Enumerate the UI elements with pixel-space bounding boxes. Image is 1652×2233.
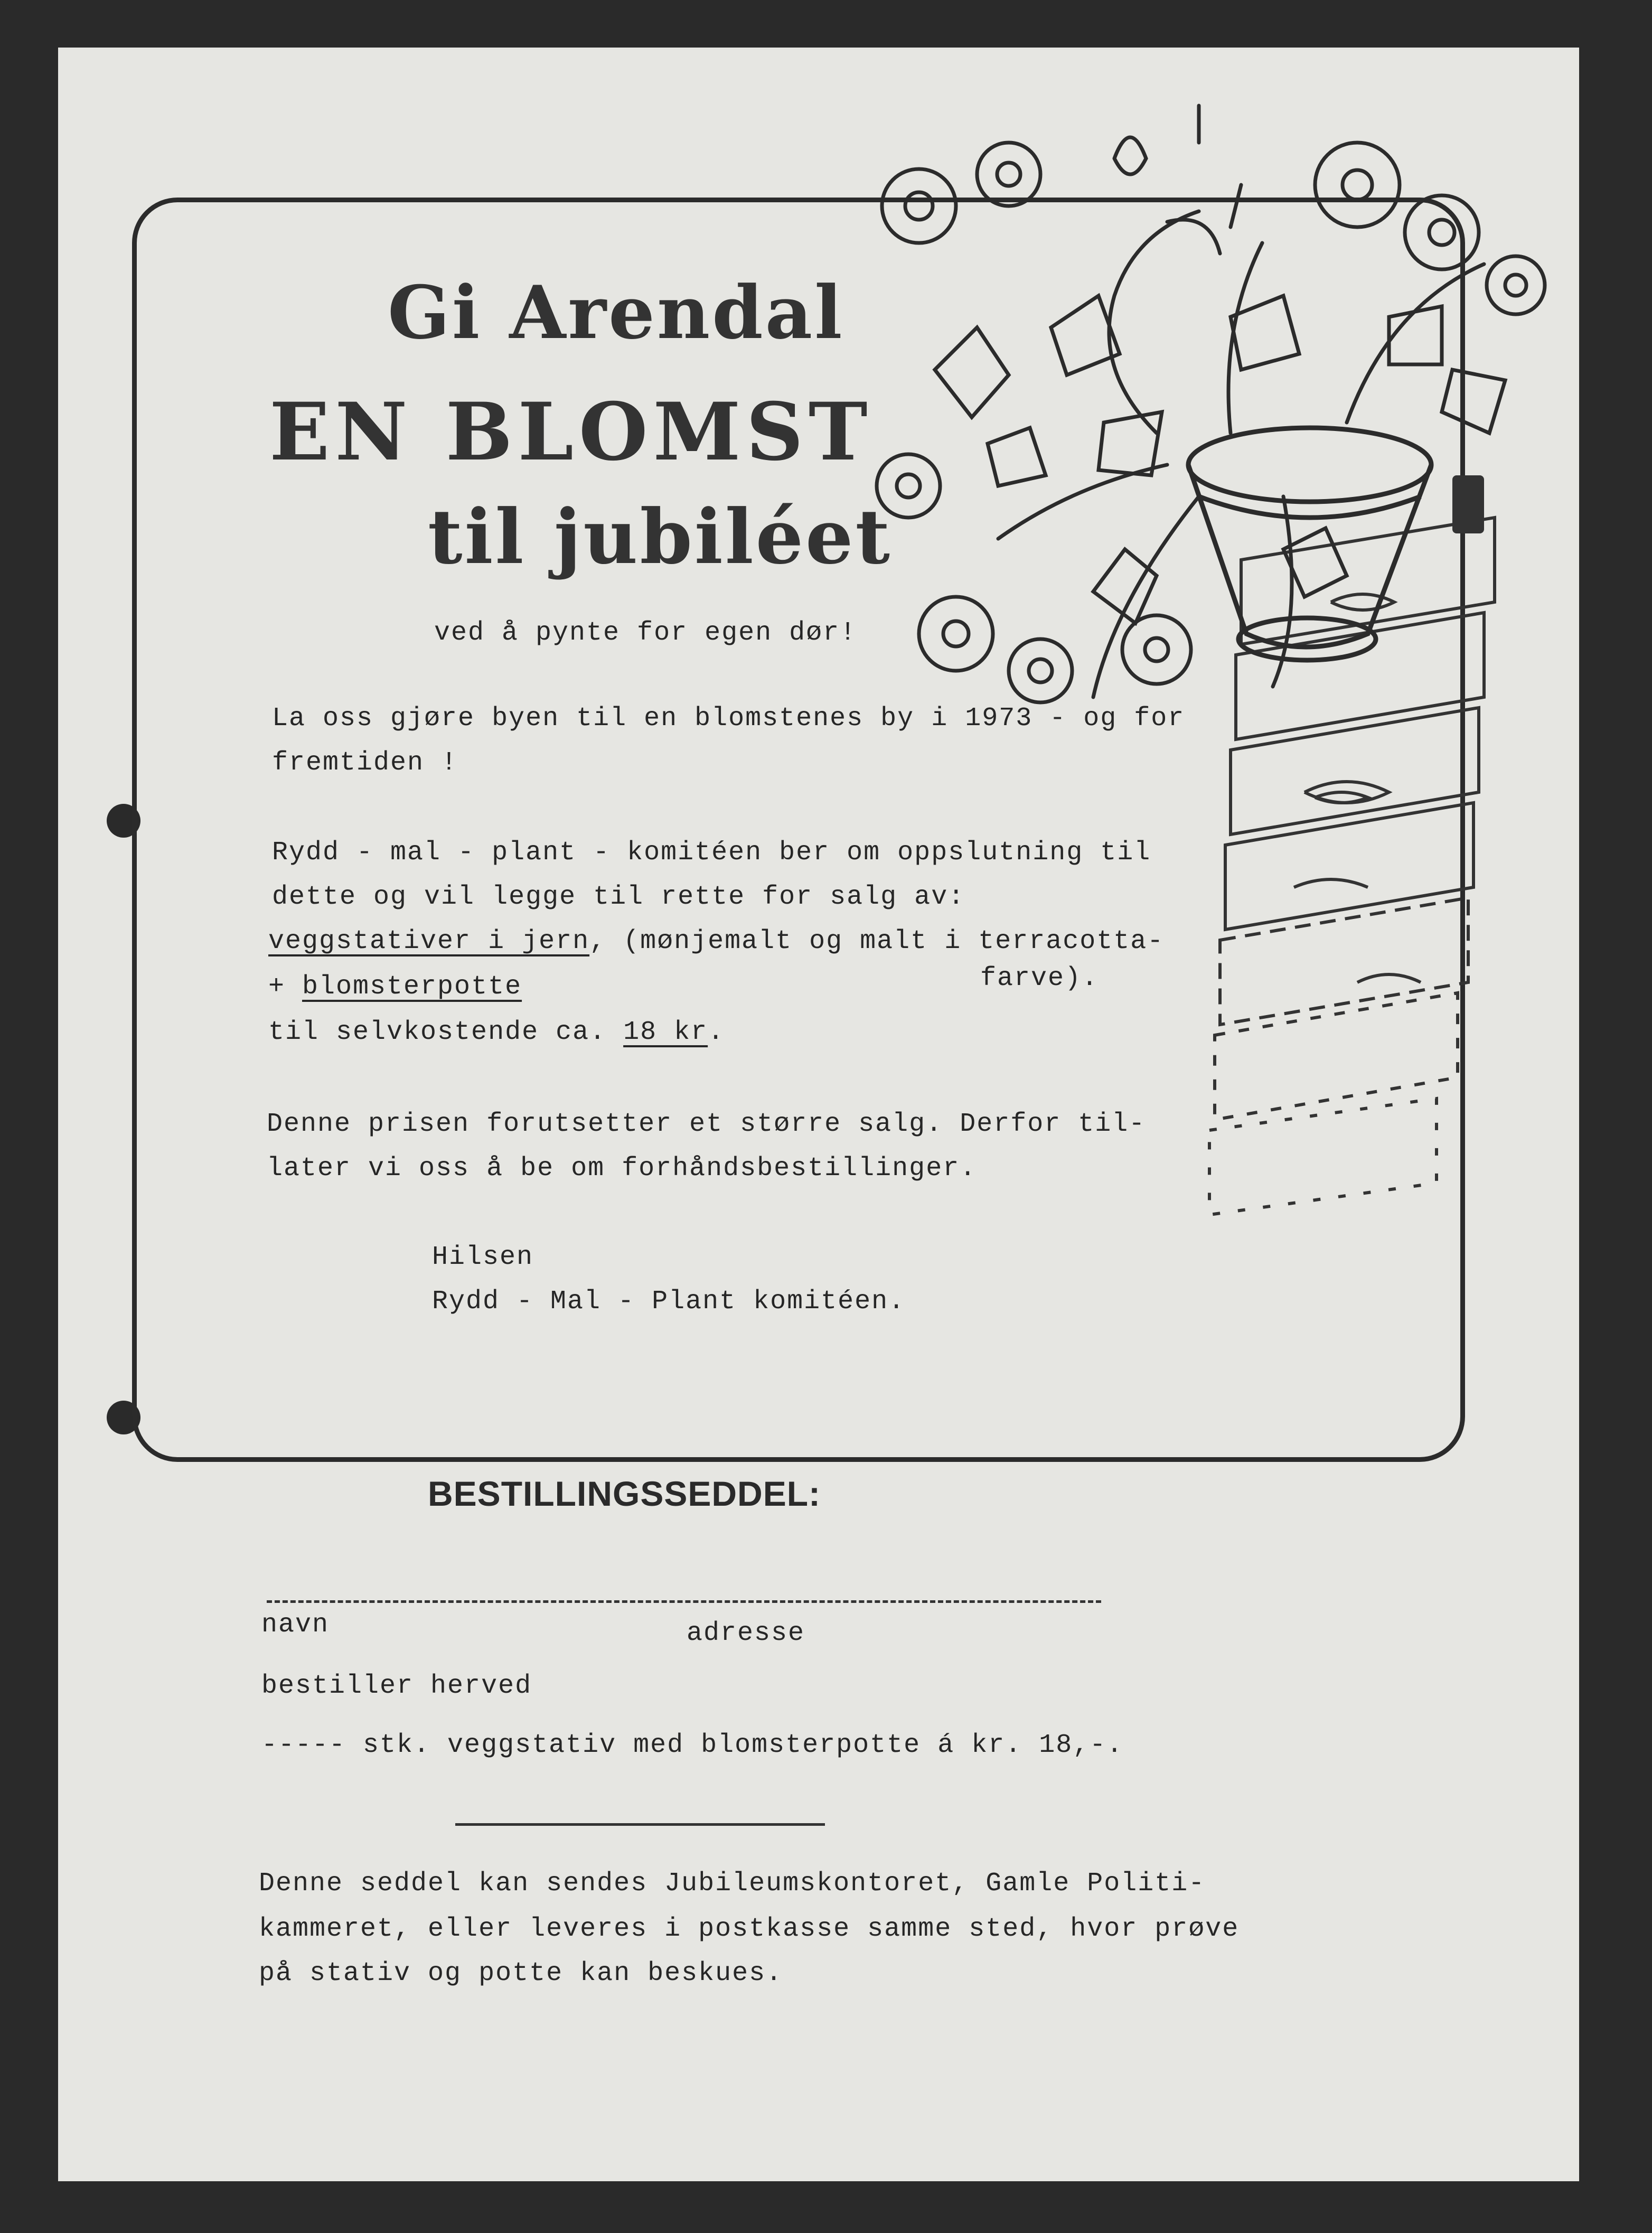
- pot-drawing: [1188, 428, 1431, 660]
- wall-bracket-drawing: [1452, 475, 1484, 533]
- paragraph2-line1: Rydd - mal - plant - komitéen ber om oppslutning til: [272, 838, 1151, 868]
- signature-line: [455, 1823, 825, 1826]
- item1-underlined: veggstativer i jern: [268, 926, 590, 956]
- item2-prefix: +: [268, 972, 303, 1002]
- footer-line2: kammeret, eller leveres i postkasse samme sted, hvor prøve: [259, 1914, 1240, 1944]
- item2-underlined: blomsterpotte: [302, 972, 522, 1002]
- price-prefix: til selvkostende ca.: [268, 1017, 624, 1047]
- signature-greeting: Hilsen: [432, 1242, 534, 1272]
- item2-rest: farve).: [980, 963, 1099, 993]
- price-value: 18 kr: [623, 1017, 708, 1047]
- address-label: adresse: [687, 1618, 805, 1648]
- paragraph2-item2-line: [268, 972, 522, 1002]
- item1-rest: , (mønjemalt og malt i terracotta-: [589, 926, 1165, 956]
- footer-line3: på stativ og potte kan beskues.: [259, 1958, 783, 1988]
- flowers-drawing: [877, 106, 1545, 702]
- paragraph1-line2: fremtiden !: [272, 748, 458, 778]
- subtitle: ved å pynte for egen dør!: [434, 618, 857, 648]
- footer-line1: Denne seddel kan sendes Jubileumskontoret, Gamle Politi-: [259, 1869, 1206, 1899]
- paragraph2-item1-line: [268, 926, 1164, 956]
- price-suffix: .: [708, 1017, 725, 1047]
- paragraph2-line2: dette og vil legge til rette for salg av:: [272, 882, 965, 912]
- price-line: [268, 1017, 725, 1047]
- order-form-heading: BESTILLINGSSEDDEL:: [428, 1474, 821, 1513]
- name-address-line: [267, 1600, 1101, 1603]
- paragraph1-line1: La oss gjøre byen til en blomstenes by i 1973 - og for: [272, 703, 1185, 734]
- title-line-1: Gi Arendal: [388, 269, 844, 355]
- order-line: bestiller herved: [261, 1671, 532, 1701]
- title-line-2: EN BLOMST: [269, 386, 873, 478]
- signature-name: Rydd - Mal - Plant komitéen.: [432, 1287, 906, 1317]
- title-line-3: til jubiléet: [428, 493, 892, 581]
- paragraph3-line2: later vi oss å be om forhåndsbestillinger.: [267, 1153, 977, 1184]
- name-label: navn: [261, 1610, 330, 1640]
- item-quantity-line: ----- stk. veggstativ med blomsterpotte á kr. 18,-.: [261, 1730, 1124, 1760]
- paragraph3-line1: Denne prisen forutsetter et større salg. Derfor til-: [267, 1109, 1146, 1139]
- document-page: [58, 48, 1579, 2181]
